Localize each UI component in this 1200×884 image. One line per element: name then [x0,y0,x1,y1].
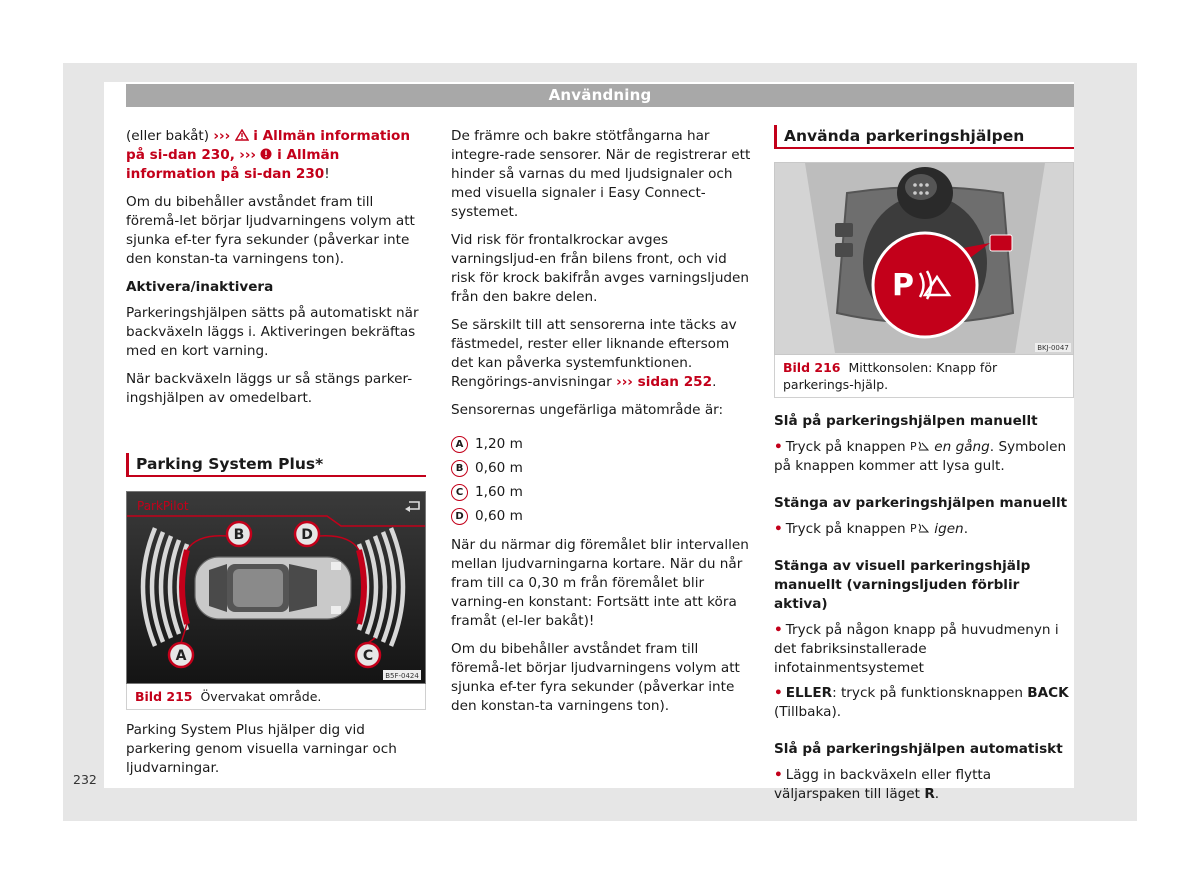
subheading-auto-on: Slå på parkeringshjälpen automatiskt [774,741,1063,757]
subheading-manual-on: Slå på parkeringshjälpen manuellt [774,413,1038,429]
range-item-a: A 1,20 m [451,432,751,456]
svg-text:D: D [301,527,313,543]
cross-ref-link[interactable]: i Allmän information på si-dan 230, [126,128,411,163]
bullet-dot: • [774,521,783,537]
column-2 [451,127,751,725]
range-item-b: B 0,60 m [451,456,751,480]
bullet-item: • Tryck på någon knapp på huvudmenyn i det fabriksinstallerade infotainmentsystemet [774,622,1059,676]
svg-text:P: P [892,268,914,303]
bullet-item: • ELLER: tryck på funktionsknappen BACK (Tillbaka). [774,685,1069,720]
park-assist-button-zoom [873,233,977,337]
cross-ref-arrows[interactable]: ››› [239,147,257,163]
bullet-dot: • [774,685,783,701]
bullet-item: • Tryck på knappen P en gång. Symbolen på knappen kommer att lysa gult. [774,439,1067,474]
figure-caption-215: Bild 215 Övervakat område. [126,684,426,710]
bullet-dot: • [774,622,783,638]
paragraph-warning-ref: (eller bakåt) ››› i Allmän information på si-dan 230, ››› i Allmän information på si-dan 230! [126,128,411,182]
range-item-c: C 1,60 m [451,480,751,504]
cross-ref-link[interactable]: ››› sidan 252 [616,374,713,390]
figure-center-console [774,162,1074,355]
figure-parkpilot-screen [126,491,426,684]
figure-code: BKJ-0047 [1037,344,1069,352]
svg-text:B: B [233,527,245,543]
paragraph: Om du bibehåller avståndet fram till föremå-let börjar ljudvarningens volym att sjunka ef-ter fyra sekunder (påverkar inte den konstan-ta varningens ton). [451,641,740,714]
section-header-bar [126,84,1074,107]
figure-caption-216: Bild 216 Mittkonsolen: Knapp för parkerings-hjälp. [774,355,1074,398]
svg-text:P: P [909,522,917,533]
bullet-item: • Lägg in backväxeln eller flytta väljarspaken till läget R. [774,767,992,802]
page-number: 232 [73,772,97,787]
svg-text:C: C [362,648,374,664]
column-3-body [774,412,1074,813]
car-top-view [195,557,351,619]
column-1 [126,127,426,417]
section-heading-parking-system-plus: Parking System Plus* [126,453,426,477]
parkpilot-illustration [127,492,425,683]
section-header-title: Användning [548,86,652,104]
subheading-visual-off: Stänga av visuell parkeringshjälp manuellt (varningsljuden förblir aktiva) [774,558,1031,612]
warning-triangle-icon [235,129,249,141]
bullet-dot: • [774,767,783,783]
range-item-d: D 0,60 m [451,504,751,528]
bullet-item: • Tryck på knappen P igen. [774,521,969,537]
center-console-illustration [775,163,1073,354]
paragraph: Sensorernas ungefärliga mätområde är: [451,402,724,418]
info-exclamation-icon [260,148,272,160]
paragraph-cleaning-ref: Se särskilt till att sensorerna inte täcks av fästmedel, rester eller liknande eftersom det kan påverka systemfunktionen. Rengörings-anvisningar ››› sidan 252. [451,317,737,390]
bullet-dot: • [774,439,783,455]
paragraph: Vid risk för frontalkrockar avges varningsljud-en från bilens front, och vid risk för krock bakifrån avges varningsljuden från den bakre delen. [451,232,750,305]
svg-text:P: P [909,440,917,451]
cross-ref-arrows[interactable]: ››› [213,128,231,144]
subheading-manual-off: Stänga av parkeringshjälpen manuellt [774,495,1068,511]
section-heading-using-parking-aid: Använda parkeringshjälpen [774,125,1074,149]
paragraph: När du närmar dig föremålet blir intervallen mellan ljudvarningarna kortare. När du når fram till ca 0,30 m från föremålet blir varning-en konstant: Fortsätt inte att köra framåt (el-ler bakåt)! [451,537,749,629]
paragraph: Om du bibehåller avståndet fram till föremå-let börjar ljudvarningens volym att sjunka ef-ter fyra sekunder (påverkar inte den konstan-ta varningens ton). [126,194,415,267]
parking-button-icon [910,440,930,451]
paragraph: När backväxeln läggs ur så stängs parker-ingshjälpen av omedelbart. [126,371,413,406]
subheading-activate: Aktivera/inaktivera [126,279,274,295]
figure-code: B5F-0424 [385,672,419,680]
svg-text:A: A [175,648,187,664]
parking-button-icon [910,522,930,533]
paragraph-parking-system-plus: Parking System Plus hjälper dig vid parkering genom visuella varningar och ljudvarningar. [126,722,397,776]
cross-ref-link[interactable]: i Allmän information på si-dan 230 [126,147,340,182]
paragraph: Parkeringshjälpen sätts på automatiskt när backväxeln läggs i. Aktiveringen bekräftas med en kort varning. [126,305,419,359]
paragraph: De främre och bakre stötfångarna har integre-rade sensorer. När de registrerar ett hinder så varnas du med ljudsignaler och med visuella signaler i Easy Connect-systemet. [451,128,751,220]
parkpilot-title: ParkPilot [137,499,189,513]
range-list [451,432,751,528]
